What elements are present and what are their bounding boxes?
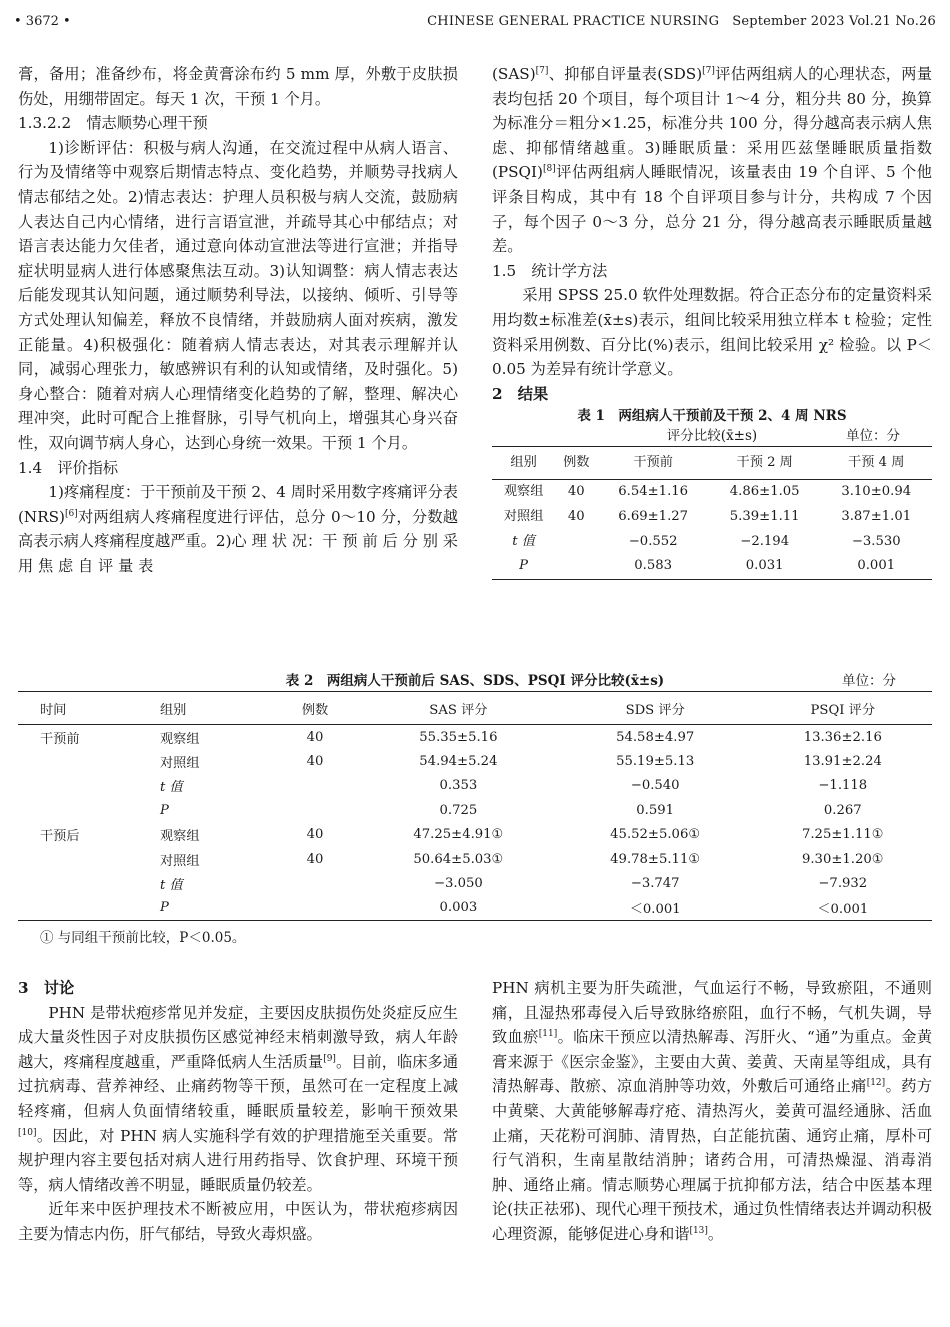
right-column-top [492,62,932,580]
citation: [13] [689,1225,708,1236]
table2 [18,691,932,921]
table-row: t 值 −0.552 −2.194 −3.530 [512,533,901,549]
citation: [11] [538,1029,558,1040]
paragraph-ointment: 膏，备用；准备纱布，将金黄膏涂布约 5 mm 厚，外敷于皮肤损伤处，用绷带固定。每天 1 次，干预 1 个月。 [18,65,458,108]
table-row: 对照组 40 54.94±5.24 55.19±5.13 13.91±2.24 [160,754,882,772]
table-row: 观察组 40 6.54±1.16 4.86±1.05 3.10±0.94 [503,484,912,500]
paragraph-discussion-1: PHN 是带状疱疹常见并发症，主要因皮肤损伤处炎症反应生成大量炎性因子对皮肤损伤区感觉神经末梢刺激导致，病人年龄越大，疼痛程度越重，严重降低病人生活质量[9]。目前，临床多通过抗病毒、营养神经、止痛药物等干预，虽然可在一定程度上减轻疼痛，但病人负面情绪较重，睡眠质量较差，影响干预效果[10]。因此，对 PHN 病人实施科学有效的护理措施至关重要。常规护理内容主要包括对病人进行用药指导、饮食护理、环境干预等，病人情绪改善不明显，睡眠质量仍较差。 [18,1003,459,1194]
table-row: t 值 −3.050 −3.747 −7.932 [160,876,868,894]
table1-block [492,406,932,579]
table2-unit: 单位：分 [842,673,896,689]
journal-info: CHINESE GENERAL PRACTICE NURSING September 2023 Vol.21 No.26 [427,14,936,29]
section-heading-1322: 1.3.2.2 情志顺势心理干预 [18,114,208,133]
citation: [10] [18,1127,37,1138]
table-row: P 0.583 0.031 0.001 [492,554,932,579]
table1-caption-2: 评分比较(x̄±s) [666,428,758,445]
citation: [9] [323,1053,336,1064]
paragraph-statistics: 采用 SPSS 25.0 软件处理数据。符合正态分布的定量资料采用均数±标准差(x̄±s)表示，组间比较采用独立样本 t 检验；定性资料采用例数、百分比(%)表示，组间比较采用 χ² 检验。以 P＜0.05 为差异有统计学意义。 [492,286,932,379]
citation: [7] [702,66,715,76]
paragraph-discussion-2: 近年来中医护理技术不断被应用，中医认为，带状疱疹病因主要为情志内伤，肝气郁结，导致火毒炽盛。 [18,1200,458,1243]
table2-caption: 表 2 两组病人干预前后 SAS、SDS、PSQI 评分比较(x̄±s) [285,673,665,689]
citation: [12] [866,1078,886,1089]
table1-unit: 单位：分 [846,428,900,445]
left-column-top [18,62,458,578]
paragraph-evaluation: 1)疼痛程度：于干预前及干预 2、4 周时采用数字疼痛评分表(NRS)[6]对两组病人疼痛程度进行评估，总分 0～10 分，分数越高表示病人疼痛程度越严重。2)心 理 状 况：干 预 前 后 分 别 采 用 焦 虑 自 评 量 表 [18,483,458,575]
table2-footnote: ① 与同组干预前比较，P＜0.05。 [40,930,246,947]
table-row: 干预前 观察组 40 55.35±5.16 54.58±4.97 13.36±2.16 [40,729,882,747]
paragraph-discussion-3: PHN 病机主要为肝失疏泄，气血运行不畅，导致瘀阻，不通则痛，且湿热邪毒侵入后导致脉络瘀阻，血行不畅，气机失调，导致血瘀[11]。临床干预应以清热解毒、泻肝火、“通”为重点。金黄膏来源于《医宗金鉴》，主要由大黄、姜黄、天南星等组成，具有清热解毒、散瘀、凉血消肿等功效，外敷后可通络止痛[12]。药方中黄檗、大黄能够解毒疗疮、清热泻火，姜黄可温经通脉、活血止痛，天花粉可润肺、清胃热，白芷能抗菌、通窍止痛，厚朴可行气消积，生南星散结消肿；诸药合用，可清热燥湿、消毒消肿、通络止痛。情志顺势心理属于抗抑郁方法，结合中医基本理论(扶正祛邪)、现代心理干预技术，通过负性情绪表达并调动积极心理资源，能够促进心身和谐[13]。 [492,979,933,1243]
table-header-row: 组别 例数 干预前 干预 2 周 干预 4 周 [492,447,932,480]
citation: [7] [535,66,549,76]
section-heading-2: 2 结果 [492,384,549,403]
table-row: 干预后 观察组 40 47.25±4.91① 45.52±5.06① 7.25±1.11① [40,827,884,845]
table1 [492,446,932,579]
discussion-right [492,976,932,1247]
citation: [8] [542,164,556,175]
paragraph-psych-intervention: 1)诊断评估：积极与病人沟通，在交流过程中从病人语言、行为及情绪等中观察后期情志特点、变化趋势，并顺势寻找病人情志郁结之处。2)情志表达：护理人员积极与病人交流，鼓励病人表达自己内心情绪，进行言语宣泄，并疏导其心中郁结点；对语言表达能力欠佳者，通过意向体动宣泄法等进行宣泄；并指导症状明显病人进行体感聚焦法互动。3)认知调整：病人情志表达后能发现其认知问题，通过顺势利导法，以接纳、倾听、引导等方式处理认知偏差，释放不良情绪，并鼓励病人面对疾病，激发正能量。4)积极强化：随着病人情志表达，对其表示理解并认同，减弱心理张力，敏感辨识有利的认知或情绪，及时强化。5)身心整合：随着对病人心理情绪变化趋势的了解，整理、解决心理冲突，此时可配合上推督脉，引导气机向上，增强其心身兴奋性，双向调节病人身心，达到心身统一效果。干预 1 个月。 [18,138,458,452]
section-heading-14: 1.4 评价指标 [18,458,119,477]
table-row: 对照组 40 50.64±5.03① 49.78±5.11① 9.30±1.20① [160,851,884,869]
table-row: 对照组 40 6.69±1.27 5.39±1.11 3.87±1.01 [503,508,912,524]
page-number: • 3672 • [14,14,71,29]
table1-caption: 表 1 两组病人干预前及干预 2、4 周 NRS [577,408,847,425]
citation: [6] [64,508,78,519]
table-header-row: 时间 组别 例数 SAS 评分 SDS 评分 PSQI 评分 [18,692,932,725]
table-row: t 值 0.353 −0.540 −1.118 [160,778,868,796]
table-row: P 0.003 ＜0.001 ＜0.001 [18,896,932,921]
table-row: P 0.725 0.591 0.267 [160,802,862,818]
discussion-left [18,976,458,1247]
table2-block [18,671,932,946]
paragraph-scales: (SAS)[7]、抑郁自评量表(SDS)[7]评估两组病人的心理状态，两量表均包括 20 个项目，每个项目计 1～4 分，粗分共 80 分，换算为标准分＝粗分×1.25，标准分共 100 分，得分越高表示病人焦虑、抑郁情绪越重。3)睡眠质量：采用匹兹堡睡眠质量指数(PSQI)[8]评估两组病人睡眠情况，该量表由 19 个自评、5 个他评条目构成，其中有 18 个自评项目参与计分，共构成 7 个因子，每个因子 0～3 分，总分 21 分，得分越高表示睡眠质量越差。 [492,65,933,256]
section-heading-3: 3 讨论 [18,979,75,997]
section-heading-15: 1.5 统计学方法 [492,261,608,280]
